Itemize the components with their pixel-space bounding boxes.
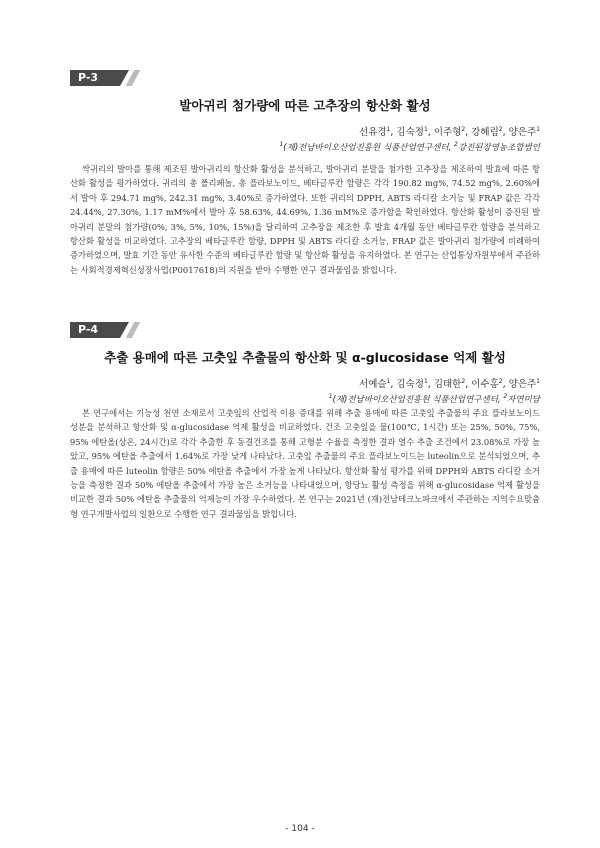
section-label bbox=[70, 70, 120, 86]
author: 김숙정$^1$ bbox=[396, 377, 428, 390]
author-list: 서예슬$^1$, 김숙정$^1$, 김태한$^2$, 이수홍$^2$, 양은주$^1$ bbox=[359, 377, 540, 390]
abstract-title: 추출 용매에 따른 고춧잎 추출물의 항산화 및 α-glucosidase 억제 활성 bbox=[104, 350, 506, 365]
author-list: 선유경$^1$, 김숙정$^1$, 이주형$^2$, 강혜림$^2$, 양은주$^1$ bbox=[359, 125, 540, 138]
author: 서예슬$^1$ bbox=[359, 377, 391, 390]
affiliation: 자연미담 bbox=[507, 395, 540, 405]
affiliation: (재)전남바이오산업진흥원 식품산업연구센터, bbox=[283, 143, 452, 153]
author: 선유경$^1$ bbox=[359, 125, 391, 138]
author: 김숙정$^1$ bbox=[396, 125, 428, 138]
affiliation: 강진된장영농조합법인 bbox=[457, 143, 540, 153]
author: 이주형$^2$ bbox=[433, 125, 466, 138]
author: 양은주$^1$ bbox=[508, 377, 540, 390]
abstract-p4 bbox=[70, 322, 540, 582]
abstract-p3 bbox=[70, 70, 540, 300]
author: 김태한$^2$ bbox=[433, 377, 466, 390]
author: 이수홍$^2$ bbox=[471, 377, 503, 390]
section-label-text: P-3 bbox=[78, 71, 99, 84]
abstract-body: 싹귀리의 발아를 통해 제조된 발아귀리의 항산화 활성을 분석하고, 발아귀리 분말을 첨가한 고추장을 제조하여 발효에 따른 항산화 활성을 평가하였다. 귀리의 총 폴리페놀, 총 플라보노이드, 베타글루칸 함량은 각각 190.82 mg%, 74.52 mg%, 2.60%에서 발아 후 294.71 mg%, 242.31 mg%, 3.40%로 증가하였다. 또한 귀리의 DPPH, ABTS 라디칼 소거능 및 FRAP 값은 각각 24.44%, 27.30%, 1.17 mM%에서 발아 후 58.63%, 44.69%, 1.36 mM%로 증가함을 확인하였다. 항산화 활성이 증진된 발아귀리 분말의 첨가량(0%, 3%, 5%, 10%, 15%)을 달리하여 고추장을 제조한 후 발효 4개월 동안 베타글루칸 함량을 분석하고 항산화 활성을 비교하였다. 고추장의 베타글루칸 함량, DPPH 및 ABTS 라디칼 소거능, FRAP 값은 발아귀리 첨가량에 비례하여 증가하였으며, 발효 기간 동안 유사한 수준의 베타글루칸 함량 및 항산화 활성을 유지하였다. 본 연구는 산업통상자원부에서 주관하는 사회적경제혁신성장사업(P0017618)의 지원을 받아 수행한 연구 결과물임을 밝힙니다. bbox=[70, 164, 540, 275]
abstract-title: 발아귀리 첨가량에 따른 고추장의 항산화 활성 bbox=[179, 98, 431, 113]
abstract-body: 본 연구에서는 기능성 천연 소재로서 고춧잎의 산업적 이용 증대를 위해 추출 용매에 따른 고춧잎 추출물의 주요 플라보노이드 성분을 분석하고 항산화 및 α-glucosidase 억제 활성을 비교하였다. 건조 고춧잎을 물(100℃, 1시간) 또는 25%, 50%, 75%, 95% 에탄올(상온, 24시간)로 각각 추출한 후 동결건조를 통해 고형분 수율을 측정한 결과 열수 추출 조건에서 23.08%로 가장 높았고, 95% 에탄올 추출에서 1.64%로 가장 낮게 나타났다. 고춧잎 추출물의 주요 플라보노이드는 luteolin으로 분석되었으며, 추출 용매에 따른 luteolin 함량은 50% 에탄올 추출에서 가장 높게 나타났다. 항산화 활성 평가를 위해 DPPH와 ABTS 라디칼 소거능을 측정한 결과 50% 에탄올 추출에서 가장 높은 소거능을 나타내었으며, 항당뇨 활성 측정을 위해 α-glucosidase 억제 활성을 비교한 결과 50% 에탄올 추출물의 억제능이 가장 우수하였다. 본 연구는 2021년 (재)전남테크노파크에서 주관하는 지역수요맞춤형 연구개발사업의 일환으로 수행한 연구 결과물임을 밝힙니다. bbox=[70, 408, 540, 519]
section-label-text: P-4 bbox=[78, 323, 99, 336]
affiliation: (재)전남바이오산업진흥원 식품산업연구센터, bbox=[332, 395, 501, 405]
affiliation-list: $^1$(재)전남바이오산업진흥원 식품산업연구센터, $^2$자연미담 bbox=[328, 393, 540, 405]
affiliation-list: $^1$(재)전남바이오산업진흥원 식품산업연구센터, $^2$강진된장영농조합법인 bbox=[279, 141, 540, 153]
page-number: - 104 - bbox=[285, 824, 315, 834]
author: 양은주$^1$ bbox=[508, 125, 540, 138]
author: 강혜림$^2$ bbox=[471, 125, 503, 138]
section-label bbox=[70, 322, 120, 338]
